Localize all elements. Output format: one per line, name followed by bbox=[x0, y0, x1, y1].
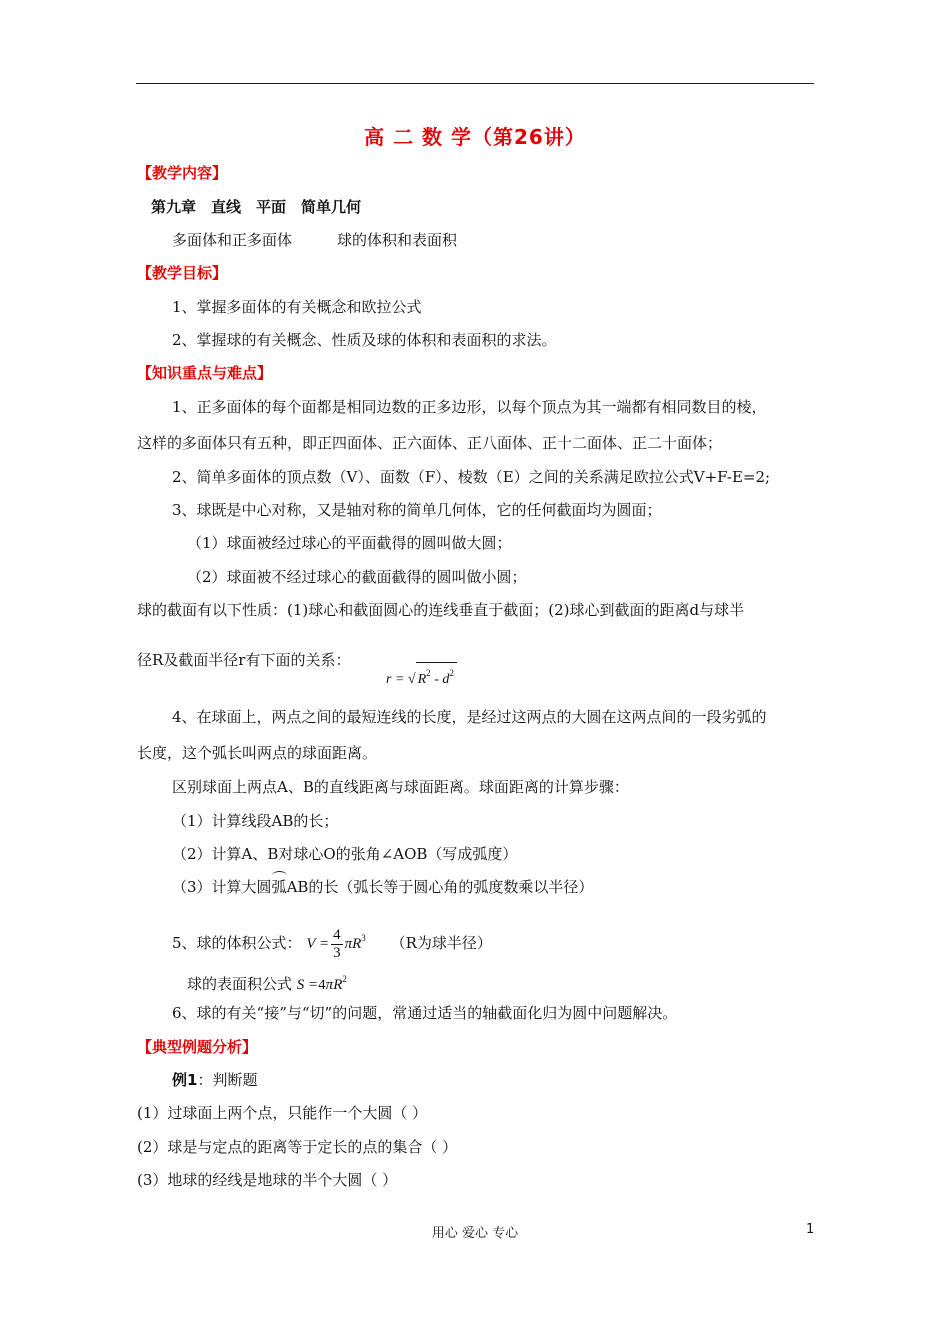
goal-item: 2、掌握球的有关概念、性质及球的体积和表面积的求法。 bbox=[172, 331, 557, 349]
key-point-5: 5、球的体积公式： V = $\frac{4}{3}$ $\pi R^3$ （R为球半径） bbox=[172, 927, 492, 962]
step-3: （3）计算大圆弧AB的长（弧长等于圆心角的弧度数乘以半径） bbox=[172, 878, 594, 896]
section-examples: 【典型例题分析】 bbox=[137, 1038, 258, 1056]
surface-area-line: 球的表面积公式 $S =4\pi R^2$ bbox=[187, 974, 347, 993]
key-point-3-sub1: （1）球面被经过球心的平面截得的圆叫做大圆； bbox=[187, 534, 512, 552]
surface-area-formula: $S =4\pi R^2$ bbox=[296, 974, 347, 993]
goal-item: 1、掌握多面体的有关概念和欧拉公式 bbox=[172, 298, 422, 316]
key-point-4a: 4、在球面上，两点之间的最短连线的长度，是经过这两点的大圆在这两点间的一段劣弧的 bbox=[172, 708, 767, 726]
key-point-1b: 这样的多面体只有五种，即正四面体、正六面体、正八面体、正十二面体、正二十面体； bbox=[137, 434, 723, 452]
section-properties: 球的截面有以下性质：(1)球心和截面圆心的连线垂直于截面；(2)球心到截面的距离d与球半 bbox=[137, 601, 745, 619]
example-item: (1）过球面上两个点，只能作一个大圆（ ） bbox=[137, 1104, 428, 1122]
example-1-heading: 例1：判断题 bbox=[172, 1071, 258, 1089]
key-point-3-sub2: （2）球面被不经过球心的截面截得的圆叫做小圆； bbox=[187, 568, 527, 586]
key-point-2: 2、简单多面体的顶点数（V）、面数（F）、棱数（E）之间的关系满足欧拉公式V+F-E=2; bbox=[172, 468, 771, 486]
page-footer: 用心 爱心 专心 bbox=[431, 1226, 519, 1241]
section-teaching-goals: 【教学目标】 bbox=[137, 264, 228, 282]
header-rule bbox=[136, 83, 814, 84]
key-point-4c: 区别球面上两点A、B的直线距离与球面距离。球面距离的计算步骤： bbox=[172, 778, 629, 796]
chapter-heading: 第九章 直线 平面 简单几何 bbox=[151, 198, 362, 216]
key-point-3: 3、球既是中心对称，又是轴对称的简单几何体，它的任何截面均为圆面； bbox=[172, 501, 662, 519]
page-number: 1 bbox=[806, 1222, 815, 1237]
arc-symbol: 弧 bbox=[271, 878, 287, 896]
section-key-points: 【知识重点与难点】 bbox=[137, 364, 273, 382]
radius-relation-formula: r = √ $R^2 - d^2$ bbox=[386, 662, 457, 690]
topics-line: 多面体和正多面体 球的体积和表面积 bbox=[172, 231, 458, 249]
key-point-6: 6、球的有关“接”与“切”的问题，常通过适当的轴截面化归为圆中问题解决。 bbox=[172, 1004, 678, 1022]
key-point-1a: 1、正多面体的每个面都是相同边数的正多边形，以每个顶点为其一端都有相同数目的棱， bbox=[172, 398, 767, 416]
volume-formula: V = $\frac{4}{3}$ $\pi R^3$ bbox=[306, 927, 366, 962]
example-item: (3）地球的经线是地球的半个大圆（ ） bbox=[137, 1171, 398, 1189]
step-1: （1）计算线段AB的长； bbox=[172, 812, 339, 830]
step-2: （2）计算A、B对球心O的张角∠AOB（写成弧度） bbox=[172, 845, 518, 863]
relation-text: 径R及截面半径r有下面的关系： bbox=[137, 651, 351, 669]
section-teaching-content: 【教学内容】 bbox=[137, 164, 228, 182]
document-title: 高 二 数 学（第26讲） bbox=[364, 125, 586, 149]
key-point-4b: 长度，这个弧长叫两点的球面距离。 bbox=[137, 744, 378, 762]
example-item: (2）球是与定点的距离等于定长的点的集合（ ） bbox=[137, 1138, 458, 1156]
